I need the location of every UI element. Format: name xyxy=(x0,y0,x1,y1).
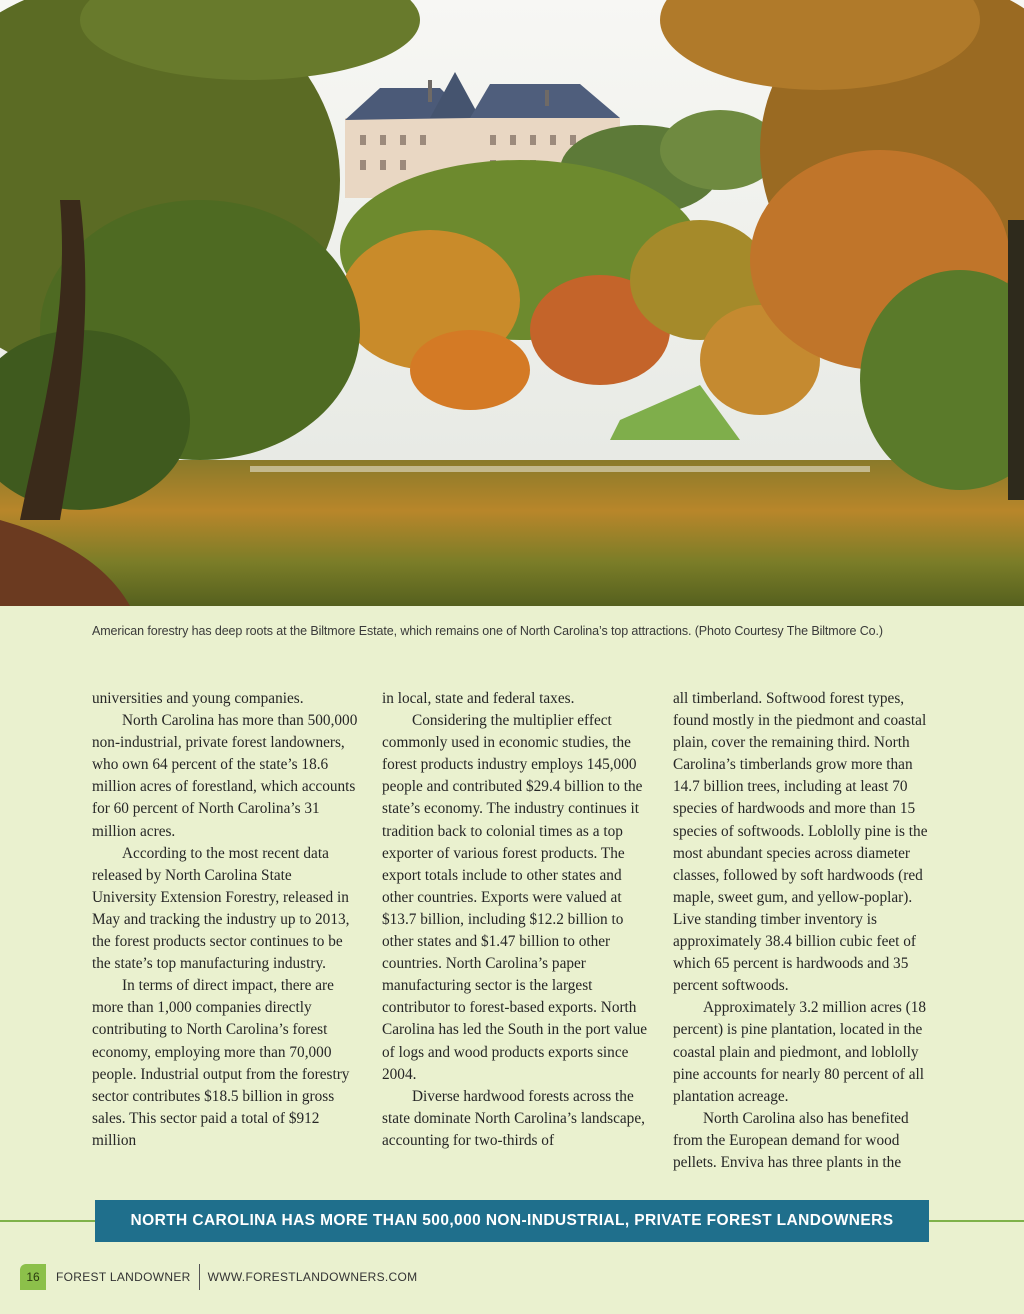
paragraph: Diverse hardwood forests across the state dominate North Carolina’s landscape, accounting for two-thirds of xyxy=(382,1087,645,1149)
publication-name: FOREST LANDOWNER xyxy=(56,1270,191,1284)
paragraph: North Carolina also has benefited from the European demand for wood pellets. Enviva has three plants in the xyxy=(673,1109,909,1171)
article-column-2 xyxy=(382,688,650,1152)
page-number: 16 xyxy=(20,1264,46,1290)
article-column-3 xyxy=(673,688,941,1174)
paragraph: all timberland. Softwood forest types, found mostly in the piedmont and coastal plain, cover the remaining third. North Carolina’s timberlands grow more than 14.7 billion trees, including at least 70 species of hardwoods and more than 15 species of softwoods. Loblolly pine is the most abundant species across diameter classes, followed by soft hardwoods (red maple, sweet gum, and yellow-poplar). Live standing timber inventory is approximately 38.4 billion cubic feet of which 65 percent is hardwoods and 35 percent softwoods. xyxy=(673,690,928,995)
paragraph: in local, state and federal taxes. xyxy=(382,690,575,707)
photo-caption: American forestry has deep roots at the Biltmore Estate, which remains one of North Carolina’s top attractions. (Photo Courtesy The Biltmore Co.) xyxy=(92,624,883,638)
website-link[interactable]: WWW.FORESTLANDOWNERS.COM xyxy=(207,1270,418,1284)
page-footer xyxy=(20,1263,417,1291)
footer-divider xyxy=(199,1264,200,1290)
article-column-1 xyxy=(92,688,360,1152)
paragraph: In terms of direct impact, there are more than 1,000 companies directly contributing to North Carolina’s forest economy, employing more than 70,000 people. Industrial output from the forestry sector contributes $18.5 billion in gross sales. This sector paid a total of $912 million xyxy=(92,977,350,1149)
paragraph: Approximately 3.2 million acres (18 percent) is pine plantation, located in the coastal plain and piedmont, and loblolly pine accounts for nearly 80 percent of all plantation acreage. xyxy=(673,999,927,1105)
paragraph: universities and young companies. xyxy=(92,690,304,707)
paragraph: According to the most recent data released by North Carolina State University Extension Forestry, released in May and tracking the industry up to 2013, the forest products sector continues to be the state’s top manufacturing industry. xyxy=(92,844,350,973)
biltmore-estate-photo xyxy=(0,0,1024,606)
paragraph: North Carolina has more than 500,000 non-industrial, private forest landowners, who own 64 percent of the state’s 18.6 million acres of forestland, which accounts for 60 percent of North Carolina’s 31 million acres. xyxy=(92,712,358,840)
paragraph: Considering the multiplier effect commonly used in economic studies, the forest products industry employs 145,000 people and contributed $29.4 billion to the state’s economy. The industry continues it tradition back to colonial times as a top exporter of various forest products. The export totals include to other states and other countries. Exports were valued at $13.7 billion, including $12.2 billion to other states and $1.47 billion to other countries. North Carolina’s paper manufacturing sector is the largest contributor to forest-based exports. North Carolina has led the South in the port value of logs and wood products exports since 2004. xyxy=(382,712,648,1083)
pull-quote-banner: NORTH CAROLINA HAS MORE THAN 500,000 NON-INDUSTRIAL, PRIVATE FOREST LANDOWNERS xyxy=(95,1200,929,1242)
